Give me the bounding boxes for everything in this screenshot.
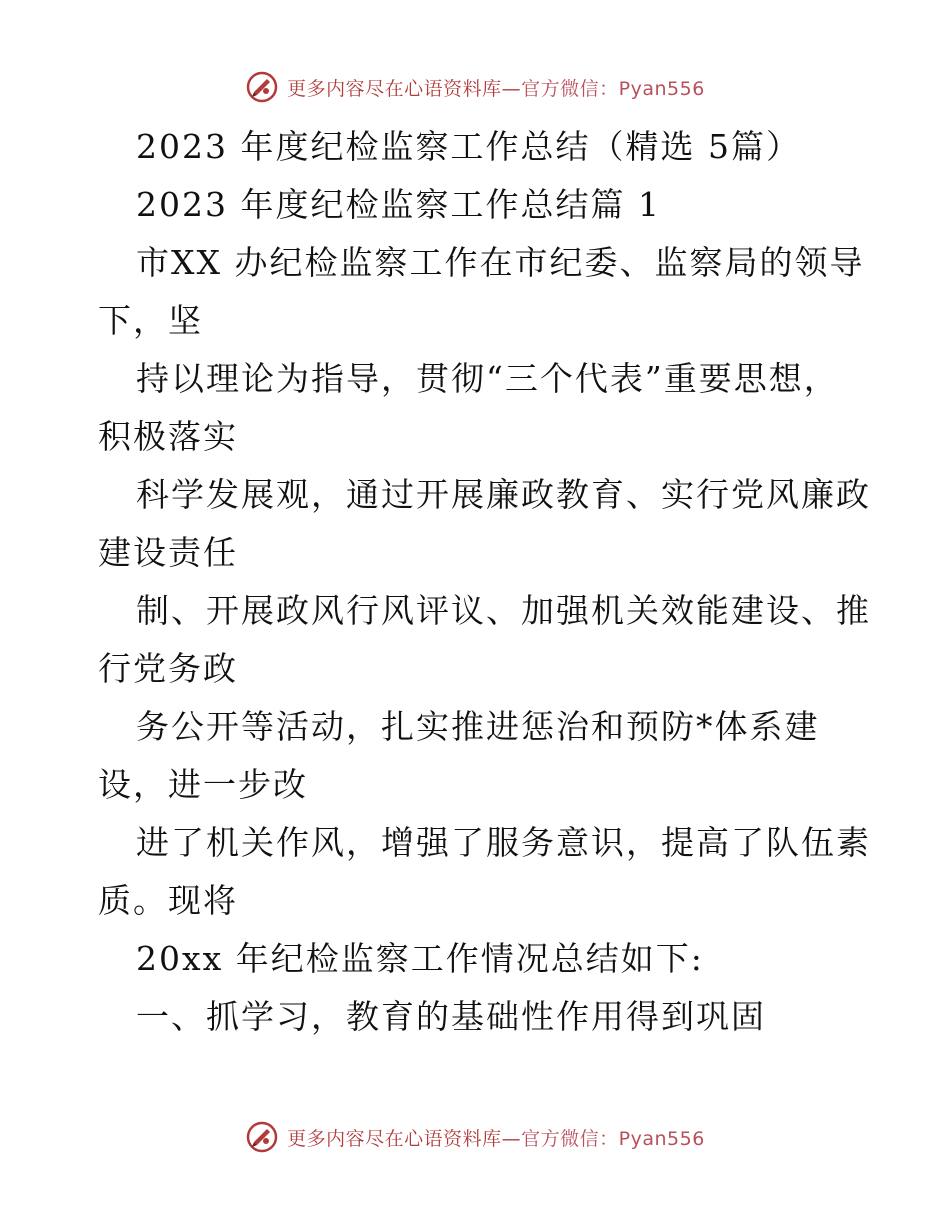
- document-line: 行党务政: [98, 649, 238, 688]
- watermark-dash: —: [501, 77, 522, 100]
- document-line: 进了机关作风，增强了服务意识，提高了队伍素: [136, 823, 871, 862]
- watermark-dash: —: [501, 1127, 522, 1150]
- pen-logo-icon: [245, 70, 279, 104]
- document-line: 建设责任: [98, 533, 238, 572]
- watermark-wechat: 官方微信：Pyan556: [521, 1127, 705, 1150]
- document-line: 2023 年度纪检监察工作总结（精选 5篇）: [136, 127, 801, 166]
- watermark-text: [287, 1124, 705, 1151]
- document-line: 务公开等活动，扎实推进惩治和预防*体系建: [136, 707, 820, 746]
- document-line: 质。现将: [98, 881, 238, 920]
- watermark-main: 更多内容尽在心语资料库: [287, 77, 502, 100]
- watermark-banner-bottom: [0, 1120, 950, 1154]
- document-line: 设，进一步改: [98, 765, 308, 804]
- document-line: 下，坚: [98, 301, 203, 340]
- document-line: 积极落实: [98, 417, 238, 456]
- document-body: [98, 118, 871, 1046]
- watermark-main: 更多内容尽在心语资料库: [287, 1127, 502, 1150]
- document-line: 一、抓学习，教育的基础性作用得到巩固: [136, 997, 766, 1036]
- document-line: 制、开展政风行风评议、加强机关效能建设、推: [136, 591, 871, 630]
- watermark-wechat: 官方微信：Pyan556: [521, 77, 705, 100]
- watermark-text: [287, 74, 705, 101]
- document-line: 持以理论为指导，贯彻“三个代表”重要思想，: [136, 359, 839, 398]
- pen-logo-icon: [245, 1120, 279, 1154]
- watermark-banner-top: [0, 70, 950, 104]
- document-line: 科学发展观，通过开展廉政教育、实行党风廉政: [136, 475, 871, 514]
- document-line: 2023 年度纪检监察工作总结篇 1: [136, 185, 661, 224]
- document-line: 市XX 办纪检监察工作在市纪委、监察局的领导: [136, 243, 865, 282]
- document-line: 20xx 年纪检监察工作情况总结如下:: [136, 939, 704, 978]
